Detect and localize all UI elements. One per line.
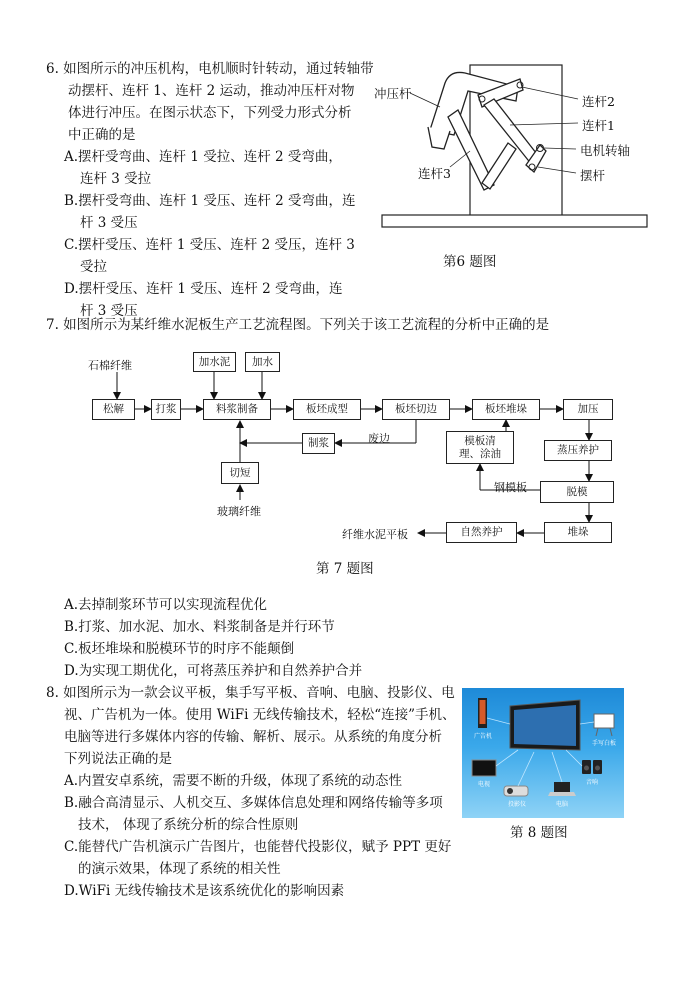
q8-line-3: 电脑等进行多媒体内容的传输、解析、展示。从系统的角度分析 — [64, 729, 442, 745]
q6-option-b-line2: 杆 3 受压 — [80, 215, 138, 231]
q6-option-b-line1: B.摆杆受弯曲、连杆 1 受压、连杆 2 受弯曲，连 — [64, 193, 356, 209]
flow-box-pulping: 制浆 — [302, 433, 335, 454]
q6-option-a-line1: A.摆杆受弯曲、连杆 1 受拉、连杆 2 受弯曲， — [64, 149, 342, 165]
flow-box-slurry-prep: 料浆制备 — [203, 399, 271, 420]
q7-option-a: A.去掉制浆环节可以实现流程优化 — [64, 597, 268, 613]
q8-line-1: 8. 如图所示为一款会议平板，集手写平板、音响、电脑、投影仪、电 — [46, 685, 455, 701]
q7-option-b: B.打浆、加水泥、加水、料浆制备是并行环节 — [64, 619, 335, 635]
q8-option-d: D.WiFi 无线传输技术是该系统优化的影响因素 — [64, 883, 345, 899]
flow-product: 纤维水泥平板 — [342, 528, 408, 541]
q8-product-image — [462, 688, 624, 818]
flow-box-natural-cure: 自然养护 — [446, 522, 517, 543]
q8-label-projector: 投影仪 — [508, 801, 527, 808]
flow-box-trimming: 板坯切边 — [382, 399, 450, 420]
q8-option-c-line2: 的演示效果，体现了系统的相关性 — [78, 861, 281, 877]
q8-line-2: 视、广告机为一体。使用 WiFi 无线传输技术，轻松“连接”手机、 — [64, 707, 456, 723]
flow-box-add-water: 加水 — [245, 352, 280, 372]
flow-box-stack2: 堆垛 — [544, 522, 612, 543]
q8-label-ad-machine: 广告机 — [474, 733, 493, 740]
q6-label-link2: 连杆2 — [582, 94, 615, 109]
q6-line-3: 体进行冲压。在图示状态下，下列受力形式分析 — [68, 105, 352, 121]
flow-asbestos-fiber: 石棉纤维 — [88, 359, 132, 372]
q7-figure-caption: 第 7 题图 — [316, 561, 374, 577]
q6-option-d-line2: 杆 3 受压 — [80, 303, 138, 319]
q8-figure-caption: 第 8 题图 — [510, 825, 568, 841]
flow-box-cutting: 切短 — [221, 462, 259, 484]
flow-box-add-cement: 加水泥 — [193, 352, 236, 372]
q6-option-a-line2: 连杆 3 受拉 — [80, 171, 152, 187]
q8-label-speaker: 音响 — [586, 779, 599, 786]
flow-box-stacking: 板坯堆垛 — [472, 399, 540, 420]
flow-box-loosen: 松解 — [92, 399, 135, 420]
q6-option-c-line2: 受拉 — [80, 259, 107, 275]
q6-label-link3: 连杆3 — [418, 166, 451, 181]
q6-label-motor-shaft: 电机转轴 — [580, 143, 631, 158]
q7-stem: 7. 如图所示为某纤维水泥板生产工艺流程图。下列关于该工艺流程的分析中正确的是 — [46, 317, 550, 333]
q6-option-c-line1: C.摆杆受压、连杆 1 受压、连杆 2 受压，连杆 3 — [64, 237, 355, 253]
q7-option-c: C.板坯堆垛和脱模环节的时序不能颠倒 — [64, 641, 295, 657]
q6-figure-caption: 第6 题图 — [443, 254, 497, 270]
flow-box-pressing: 加压 — [563, 399, 613, 420]
q8-option-c-line1: C.能替代广告机演示广告图片，也能替代投影仪，赋予 PPT 更好 — [64, 839, 452, 855]
flow-box-pulp: 打浆 — [151, 399, 181, 420]
flow-label-waste-edge: 废边 — [368, 432, 390, 445]
q8-option-b-line1: B.融合高清显示、人机交互、多媒体信息处理和网络传输等多项 — [64, 795, 443, 811]
q7-option-d: D.为实现工期优化，可将蒸压养护和自然养护合并 — [64, 663, 363, 679]
flow-box-steam-cure: 蒸压养护 — [544, 440, 612, 461]
q6-option-d-line1: D.摆杆受压、连杆 1 受压、连杆 2 受弯曲，连 — [64, 281, 343, 297]
flow-box-template-clean: 模板清理、涂油 — [446, 431, 514, 464]
flow-box-forming: 板坯成型 — [293, 399, 361, 420]
q8-label-laptop: 电脑 — [556, 801, 569, 808]
q8-option-b-line2: 技术， 体现了系统分析的综合性原则 — [78, 817, 299, 833]
flow-glass-fiber: 玻璃纤维 — [217, 505, 261, 518]
q6-line-1: 6. 如图所示的冲压机构，电机顺时针转动，通过转轴带 — [46, 61, 374, 77]
q8-line-4: 下列说法正确的是 — [64, 751, 172, 767]
q8-label-tv: 电视 — [478, 781, 491, 788]
q6-label-link1: 连杆1 — [582, 118, 615, 133]
q8-option-a: A.内置安卓系统，需要不断的升级，体现了系统的动态性 — [64, 773, 403, 789]
q8-label-whiteboard: 手写白板 — [592, 740, 617, 747]
q6-label-swing-rod: 摆杆 — [580, 168, 606, 183]
q6-line-4: 中正确的是 — [68, 127, 136, 143]
flow-label-steel-template: 钢模板 — [494, 481, 527, 494]
q6-line-2: 动摆杆、连杆 1、连杆 2 运动，推动冲压杆对物 — [68, 83, 355, 99]
flow-box-demold: 脱模 — [540, 481, 614, 503]
q6-label-stamp-rod: 冲压杆 — [374, 86, 412, 101]
